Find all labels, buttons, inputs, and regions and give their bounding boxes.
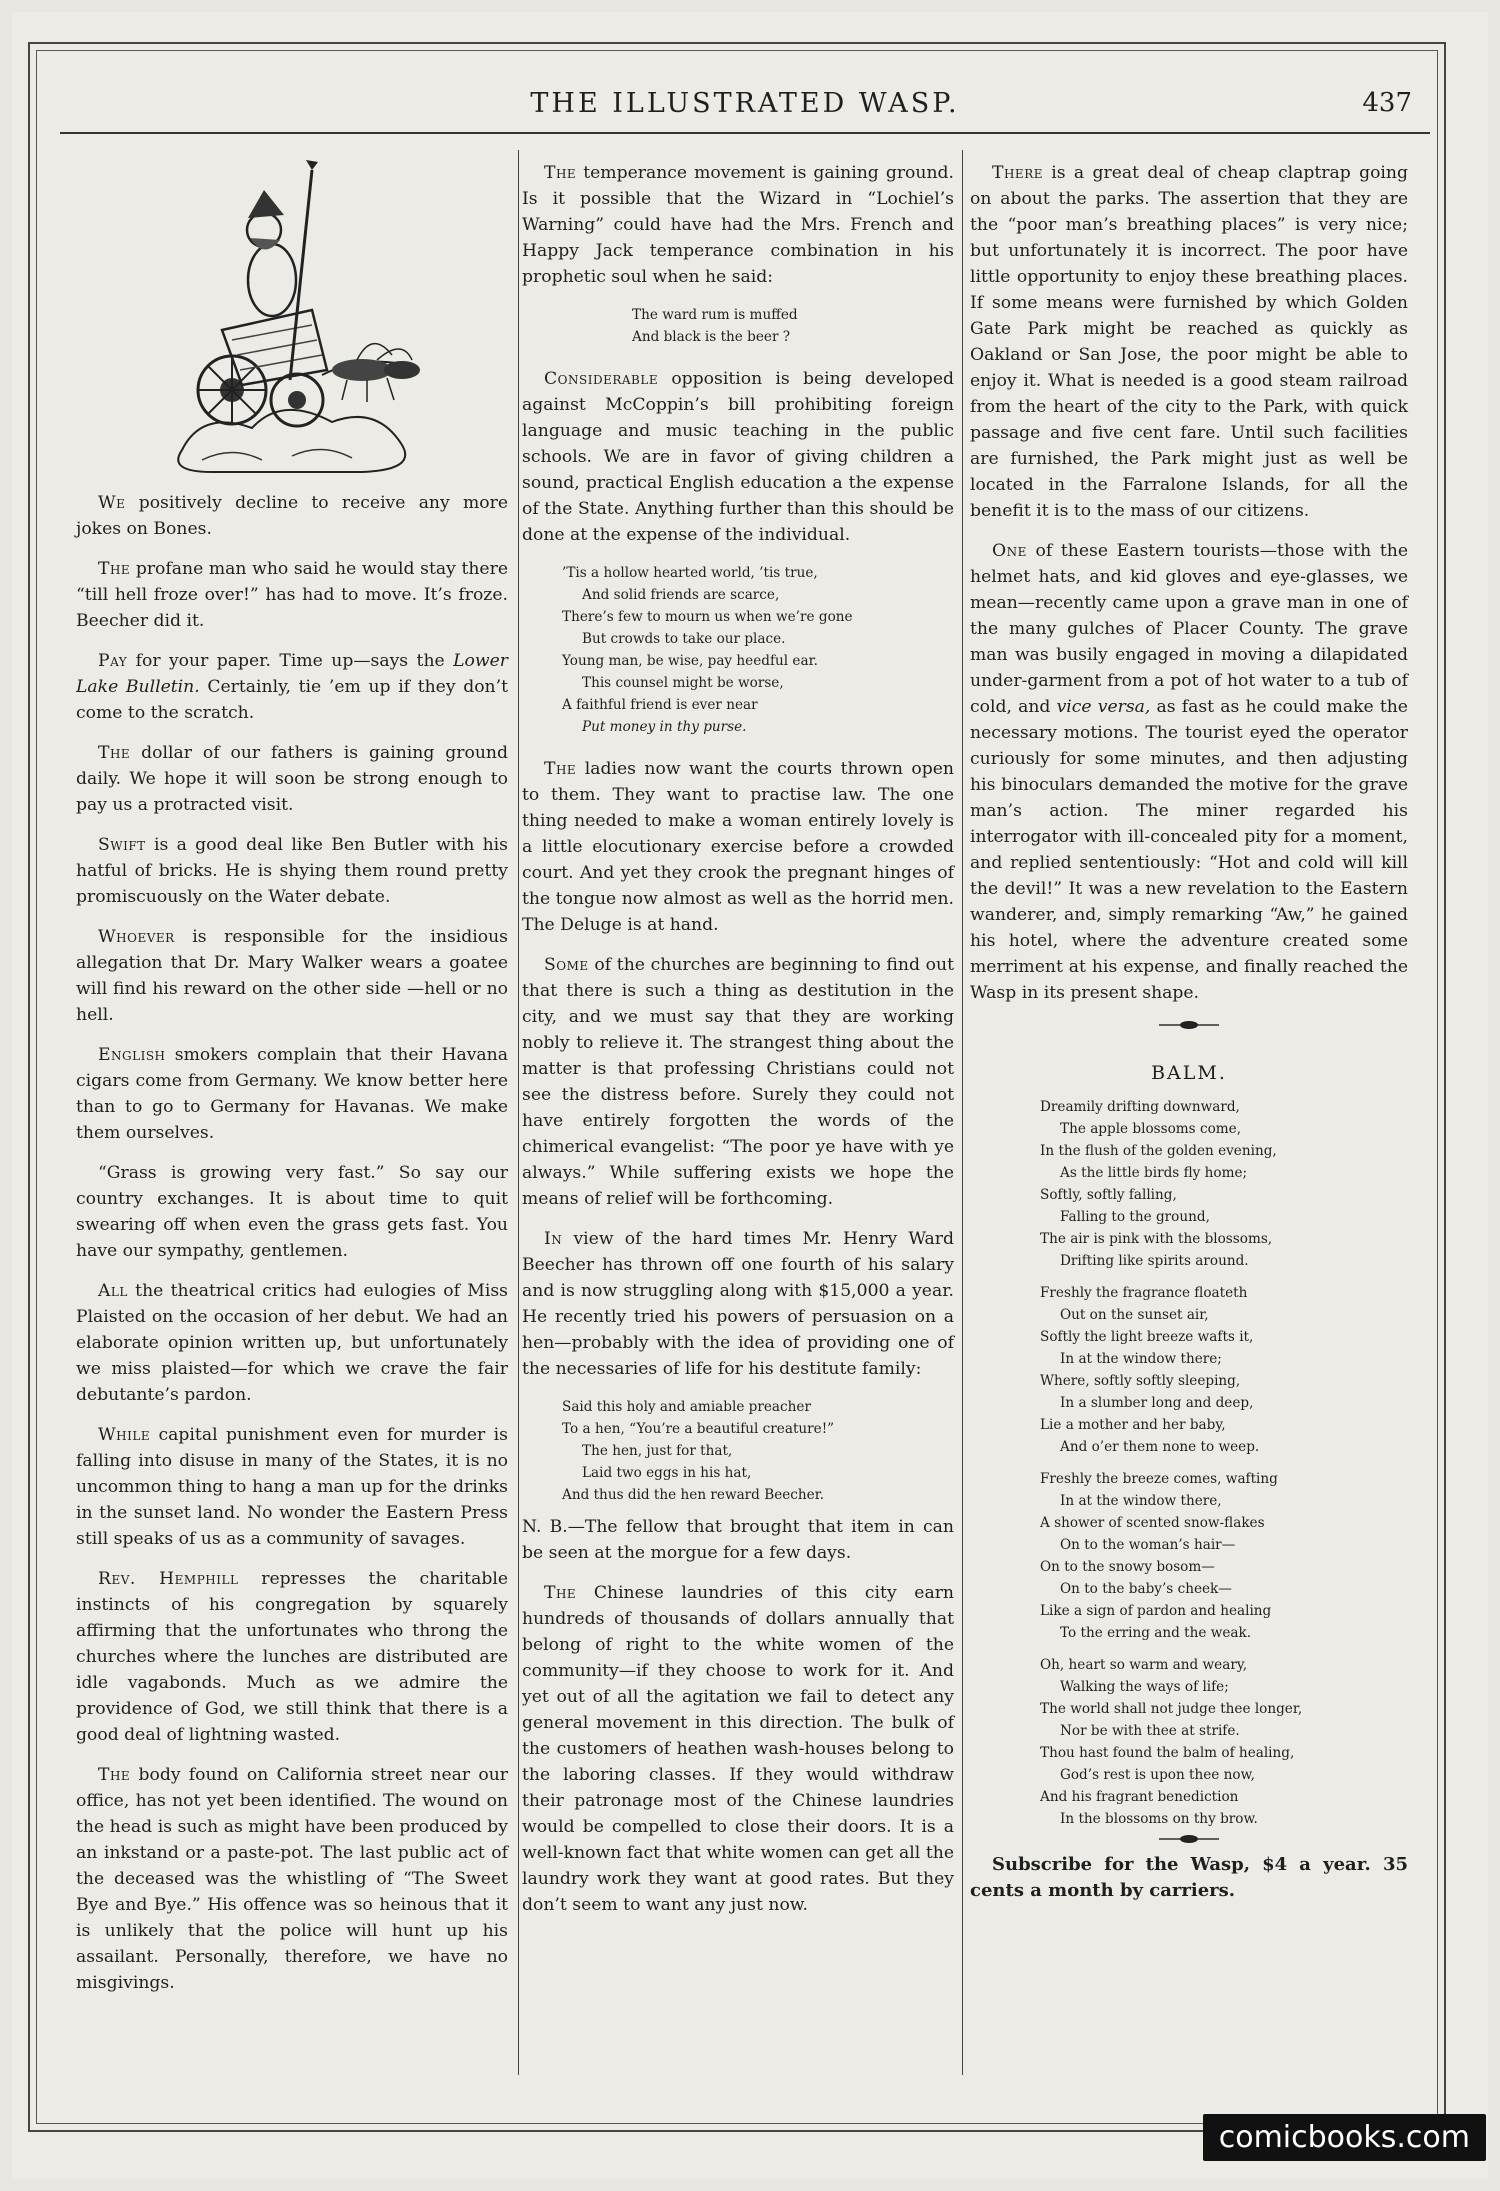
- paragraph-text: body found on California street near our office, has not yet been identified. The wound on the head is such as might have been produced by an inkstand or a paste-pot. The last public act of the deceased was the whistling of “The Sweet Bye and Bye.” His offence was so heinous that it is unlikely that the police will hunt up his assailant. Personally, therefore, we have no misgivings.: [76, 1765, 508, 1993]
- paragraph-text: profane man who said he would stay there “till hell froze over!” has had to move. It’s froze. Beecher did it.: [76, 559, 508, 631]
- verse-line: This counsel might be worse,: [582, 675, 784, 691]
- paragraph-text: dollar of our fathers is gaining ground daily. We hope it will soon be strong enough to pay us a protracted visit.: [76, 743, 508, 815]
- paragraph-ladies-courts: [522, 756, 954, 938]
- header-rule: [60, 132, 1430, 134]
- paragraph-text: for your paper. Time up—says the: [135, 651, 445, 671]
- verse-line: And o’er them none to weep.: [1060, 1439, 1260, 1455]
- balm-stanza-3: [970, 1468, 1408, 1644]
- poem-title: BALM.: [1151, 1062, 1227, 1084]
- verse-line: Young man, be wise, pay heedful ear.: [562, 653, 818, 669]
- paragraph-capital-punishment: [76, 1422, 508, 1552]
- verse-line: Dreamily drifting downward,: [1040, 1099, 1240, 1115]
- paragraph-beecher: [522, 1226, 954, 1382]
- verse-line: Walking the ways of life;: [1060, 1679, 1229, 1695]
- paragraph-swift: [76, 832, 508, 910]
- paragraph-churches: [522, 952, 954, 1212]
- publication-name: Lower Lake Bulletin.: [76, 651, 508, 697]
- column-3: [970, 160, 1408, 1918]
- verse-hollow-world: [522, 562, 954, 738]
- paragraph-text: “Grass is growing very fast.” So say our country exchanges. It is about time to quit swearing off when even the grass gets fast. You have our sympathy, gentlemen.: [76, 1163, 508, 1261]
- lead-word: We: [98, 493, 126, 513]
- verse-line: And solid friends are scarce,: [582, 587, 780, 603]
- column-1: [76, 160, 508, 2010]
- verse-line: Thou hast found the balm of healing,: [1040, 1745, 1295, 1761]
- section-ornament: [1159, 1834, 1219, 1844]
- verse-line: Where, softly softly sleeping,: [1040, 1373, 1241, 1389]
- verse-line: Falling to the ground,: [1060, 1209, 1210, 1225]
- paragraph-text: the theatrical critics had eulogies of Miss Plaisted on the occasion of her debut. We had an elaborate opinion written up, but unfortunately we miss plaisted—for which we crave the fair debutante’s pardon.: [76, 1281, 508, 1405]
- verse-holy-preacher: [522, 1396, 954, 1506]
- paragraph-text: ladies now want the courts thrown open to them. They want to practise law. The one thing needed to make a woman entirely lovely is a little elocutionary exercise before a crowded court. And yet they crook the pregnant hinges of the tongue now almost as well as the horrid men. The Deluge is at hand.: [522, 759, 954, 935]
- verse-line: Like a sign of pardon and healing: [1040, 1603, 1272, 1619]
- paragraph-text: of these Eastern tourists—those with the helmet hats, and kid gloves and eye-glasses, we mean—recently came upon a grave man in one of the many gulches of Placer County. The grave man was busily engaged in moving a dilapidated under-garment from a pot of hot water to a tub of cold, and: [970, 541, 1408, 717]
- paragraph-grass: [76, 1160, 508, 1264]
- verse-line: The air is pink with the blossoms,: [1040, 1231, 1273, 1247]
- lead-word: The: [544, 759, 577, 779]
- lead-word: One: [992, 541, 1027, 561]
- paragraph-parks: [970, 160, 1408, 524]
- verse-line: On to the woman’s hair—: [1060, 1537, 1236, 1553]
- column-divider-1: [518, 150, 519, 2075]
- lead-word: The: [98, 1765, 131, 1785]
- balm-stanza-4: [970, 1654, 1408, 1830]
- lead-word: English: [98, 1045, 166, 1065]
- verse-line: In at the window there;: [1060, 1351, 1222, 1367]
- paragraph-text: N. B.—The fellow that brought that item in can be seen at the morgue for a few days.: [522, 1517, 954, 1563]
- lead-word: Whoever: [98, 927, 175, 947]
- paragraph-nb: [522, 1514, 954, 1566]
- verse-line: And his fragrant benediction: [1040, 1789, 1239, 1805]
- verse-line: Lie a mother and her baby,: [1040, 1417, 1226, 1433]
- paragraph-text: positively decline to receive any more jokes on Bones.: [76, 493, 508, 539]
- paragraph-text: is a good deal like Ben Butler with his hatful of bricks. He is shying them round pretty promiscuously on the Water debate.: [76, 835, 509, 907]
- paragraph-text: smokers complain that their Havana cigars come from Germany. We know better here than to go to Germany for Havanas. We make them ourselves.: [76, 1045, 508, 1143]
- paragraph-temperance: [522, 160, 954, 290]
- verse-line: Oh, heart so warm and weary,: [1040, 1657, 1248, 1673]
- verse-line: To the erring and the weak.: [1060, 1625, 1252, 1641]
- wasp-chariot-illustration: [162, 160, 422, 480]
- column-2: [522, 160, 954, 1932]
- verse-line: As the little birds fly home;: [1060, 1165, 1248, 1181]
- verse-line: In at the window there,: [1060, 1493, 1222, 1509]
- paragraph-pay-paper: [76, 648, 508, 726]
- paragraph-body-found: [76, 1762, 508, 1996]
- paragraph-mccoppin: [522, 366, 954, 548]
- lead-word: While: [98, 1425, 151, 1445]
- paragraph-text: capital punishment even for murder is falling into disuse in many of the States, it is no uncommon thing to hang a man up for the drinks in the sunset land. No wonder the Eastern Press still speaks of us as a community of savages.: [76, 1425, 509, 1549]
- paragraph-text: represses the charitable instincts of his congregation by squarely affirming that the unfortunates who throng the churches where the lunches are distributed are idle vagabonds. Much as we admire the providence of God, we still think that there is a good deal of lightning wasted.: [76, 1569, 509, 1745]
- page-header: [60, 84, 1430, 124]
- paragraph-text: view of the hard times Mr. Henry Ward Beecher has thrown off one fourth of his salary and is now struggling along with $15,000 a year. He recently tried his powers of persuasion on a hen—probably with the idea of providing one of the necessaries of life for his destitute family:: [522, 1229, 954, 1379]
- paragraph-text: as fast as he could make the necessary motions. The tourist eyed the operator curiously for some minutes, and then adjusting his binoculars demanded the motive for the grave man’s action. The miner regarded his interrogator with ill-concealed pity for a moment, and replied sententiously: “Hot and cold will kill the devil!” It was a new revelation to the Eastern wanderer, and, simply remarking “Aw,” he gained his hotel, where the adventure created some merriment at his expense, and finally reached the Wasp in its present shape.: [970, 697, 1408, 1003]
- verse-line: A shower of scented snow-flakes: [1040, 1515, 1265, 1531]
- verse-line: But crowds to take our place.: [582, 631, 786, 647]
- lead-word: There: [992, 163, 1043, 183]
- paragraph-text: Certainly, tie ’em up if they don’t come to the scratch.: [76, 677, 508, 723]
- column-divider-2: [962, 150, 963, 2075]
- lead-word: The: [98, 559, 131, 579]
- lead-word: The: [98, 743, 131, 763]
- paragraph-dollar: [76, 740, 508, 818]
- lead-word: The: [544, 1583, 577, 1603]
- verse-line: In the flush of the golden evening,: [1040, 1143, 1277, 1159]
- paragraph-profane-man: [76, 556, 508, 634]
- verse-line: Softly the light breeze wafts it,: [1040, 1329, 1254, 1345]
- masthead-title: THE ILLUSTRATED WASP.: [530, 88, 960, 119]
- verse-line: Freshly the breeze comes, wafting: [1040, 1471, 1278, 1487]
- paragraph-text: is a great deal of cheap claptrap going on about the parks. The assertion that they are the “poor man’s breathing places” is very nice; but unfortunately it is incorrect. The poor have little opportunity to enjoy these breathing places. If some means were furnished by which Golden Gate Park might be reached as quickly as Oakland or San Jose, the poor might be able to enjoy it. What is needed is a good steam railroad from the heart of the city to the Park, with quick passage and five cent fare. Until such facilities are furnished, the Park might just as well be located in the Farralone Islands, for all the benefit it is to the mass of our citizens.: [970, 163, 1408, 521]
- latin-phrase: vice versa,: [1056, 697, 1151, 717]
- verse-line: The hen, just for that,: [582, 1443, 733, 1459]
- lead-word: All: [98, 1281, 128, 1301]
- verse-line: In the blossoms on thy brow.: [1060, 1811, 1258, 1827]
- paragraph-tourist: [970, 538, 1408, 1006]
- verse-line: And thus did the hen reward Beecher.: [562, 1487, 825, 1503]
- verse-line: ’Tis a hollow hearted world, ’tis true,: [562, 565, 818, 581]
- subscription-text: Subscribe for the Wasp, $4 a year. 35 cents a month by carriers.: [970, 1854, 1408, 1901]
- verse-line: There’s few to mourn us when we’re gone: [562, 609, 853, 625]
- verse-line: Said this holy and amiable preacher: [562, 1399, 811, 1415]
- verse-line: God’s rest is upon thee now,: [1060, 1767, 1255, 1783]
- lead-word: The: [544, 163, 577, 183]
- paragraph-text: temperance movement is gaining ground. Is it possible that the Wizard in “Lochiel’s Warning” could have had the Mrs. French and Happy Jack temperance combination in his prophetic soul when he said:: [522, 163, 954, 287]
- lead-word: Pay: [98, 651, 128, 671]
- verse-line: Nor be with thee at strife.: [1060, 1723, 1240, 1739]
- lead-word: Rev. Hemphill: [98, 1569, 239, 1589]
- verse-line: On to the snowy bosom—: [1040, 1559, 1215, 1575]
- verse-line: Put money in thy purse.: [582, 719, 747, 735]
- paragraph-hemphill: [76, 1566, 508, 1748]
- verse-line: The world shall not judge thee longer,: [1040, 1701, 1303, 1717]
- verse-line: A faithful friend is ever near: [562, 697, 758, 713]
- paragraph-mary-walker: [76, 924, 508, 1028]
- verse-line: Freshly the fragrance floateth: [1040, 1285, 1248, 1301]
- verse-line: The ward rum is muffed: [632, 307, 798, 323]
- balm-stanza-1: [970, 1096, 1408, 1272]
- subscription-notice: [970, 1852, 1408, 1904]
- paragraph-text: is responsible for the insidious allegation that Dr. Mary Walker wears a goatee will find his reward on the other side —hell or no hell.: [76, 927, 509, 1025]
- paragraph-bones: [76, 490, 508, 542]
- paragraph-laundries: [522, 1580, 954, 1918]
- verse-line: Out on the sunset air,: [1060, 1307, 1209, 1323]
- verse-line: And black is the beer ?: [632, 329, 791, 345]
- verse-line: To a hen, “You’re a beautiful creature!”: [562, 1421, 835, 1437]
- lead-word: Some: [544, 955, 589, 975]
- lead-word: Considerable: [544, 369, 659, 389]
- paragraph-theatrical: [76, 1278, 508, 1408]
- balm-stanza-2: [970, 1282, 1408, 1458]
- paragraph-text: of the churches are beginning to find out that there is such a thing as destitution in the city, and we must say that they are working nobly to relieve it. The strangest thing about the matter is that professing Christians could not see the distress before. Surely they could not have entirely forgotten the words of the chimerical evangelist: “The poor ye have with ye always.” While suffering exists we hope the means of relief will be forthcoming.: [522, 955, 954, 1209]
- paragraph-text: Chinese laundries of this city earn hundreds of thousands of dollars annually that belong of right to the white women of the community—if they choose to work for it. And yet out of all the agitation we fail to detect any general movement in this direction. The bulk of the customers of heathen wash-houses belong to the laboring classes. If they would withdraw their patronage most of the Chinese laundries would be compelled to close their doors. It is a well-known fact that white women can get all the laundry work they want at good rates. But they don’t seem to want any just now.: [522, 1583, 954, 1915]
- site-watermark: comicbooks.com: [1203, 2114, 1486, 2161]
- verse-line: Softly, softly falling,: [1040, 1187, 1177, 1203]
- verse-line: In a slumber long and deep,: [1060, 1395, 1254, 1411]
- verse-line: Laid two eggs in his hat,: [582, 1465, 752, 1481]
- paragraph-cigars: [76, 1042, 508, 1146]
- lead-word: Swift: [98, 835, 146, 855]
- verse-line: Drifting like spirits around.: [1060, 1253, 1249, 1269]
- verse-ward-rum: [522, 304, 954, 348]
- paragraph-text: opposition is being developed against McCoppin’s bill prohibiting foreign language and music teaching in the public schools. We are in favor of giving children a sound, practical English education a the expense of the State. Anything further than this should be done at the expense of the individual.: [522, 369, 954, 545]
- verse-line: The apple blossoms come,: [1060, 1121, 1242, 1137]
- section-ornament: [1159, 1020, 1219, 1030]
- page-number: 437: [1362, 88, 1412, 118]
- verse-line: On to the baby’s cheek—: [1060, 1581, 1232, 1597]
- lead-word: In: [544, 1229, 563, 1249]
